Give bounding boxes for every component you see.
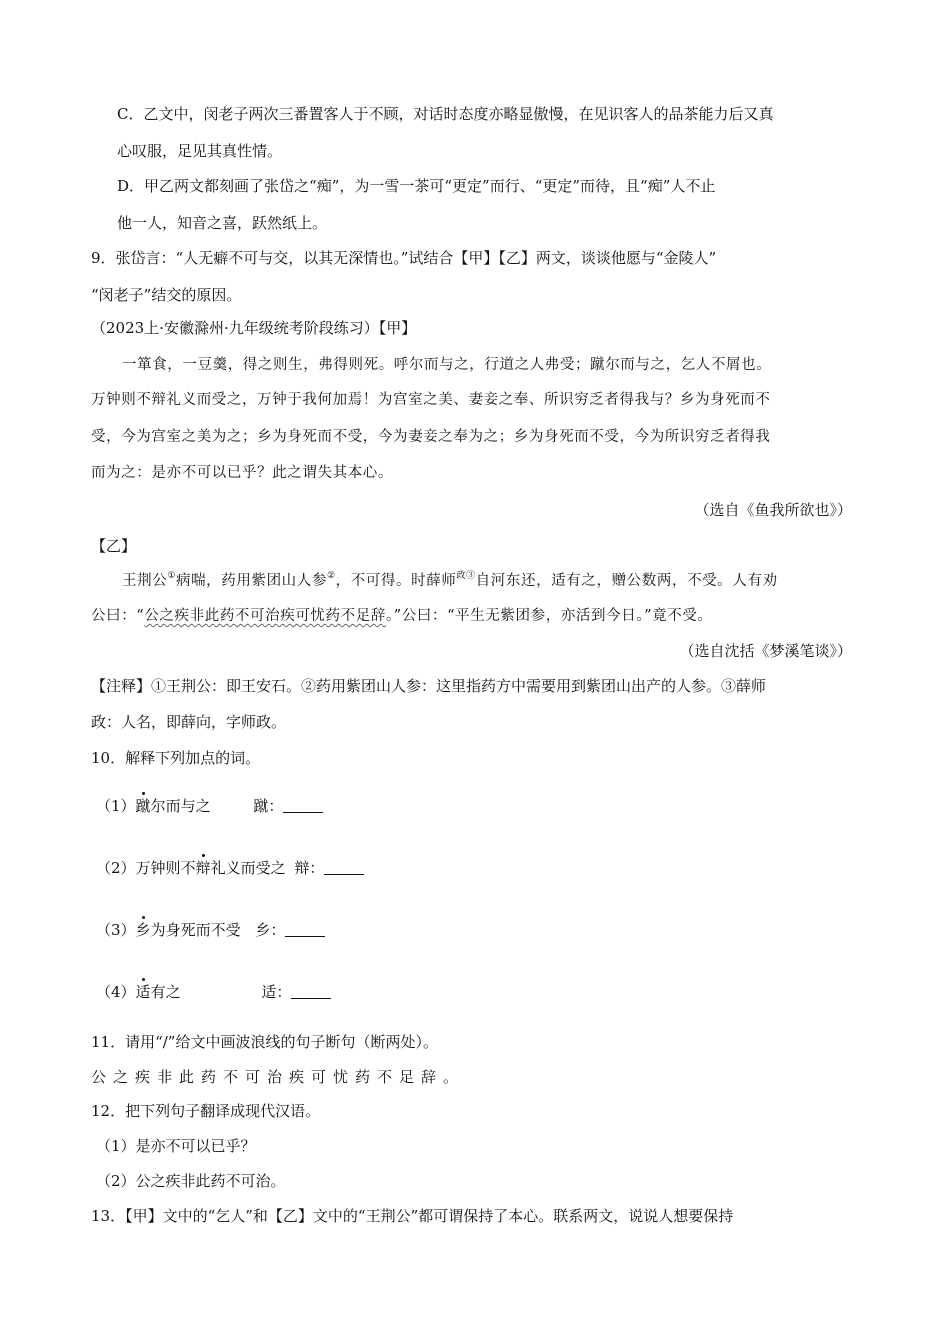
q11-sentence: 公之疾非此药不可治疾可忧药不足辞。 — [91, 1068, 466, 1086]
item-text: 尔而与之 — [150, 797, 211, 815]
q12-sentence-2: （2）公之疾非此药不可治。 — [96, 1172, 286, 1190]
q9-line2: “闵老子”结交的原因。 — [91, 286, 242, 304]
answer-label: 蹴： — [253, 797, 284, 815]
answer-label: 辩： — [294, 859, 325, 877]
passage-yi-text: 王荆公 — [122, 573, 168, 589]
item-number: （4） — [96, 983, 136, 1001]
notes-line2: 政：人名，即薛向，字师政。 — [91, 713, 287, 731]
q12-sentence-1: （1）是亦不可以已乎？ — [96, 1137, 256, 1155]
q10-item-1 — [96, 796, 323, 816]
answer-blank[interactable] — [324, 860, 364, 875]
answer-blank[interactable] — [285, 922, 325, 937]
note-marker-3: 政③ — [456, 571, 476, 581]
passage-jia-line2: 万钟则不辩礼义而受之，万钟于我何加焉！为宫室之美、妻妾之奉、所识穷乏者得我与？乡为身死而不 — [91, 392, 771, 408]
dotted-word: 辩 — [195, 859, 211, 877]
item-number: （1） — [96, 797, 136, 815]
wavy-underlined-sentence: 公之疾非此药不可治疾可忧药不足辞 — [144, 608, 386, 624]
passage-yi-text: 。”公曰：“平生无紫团参，亦活到今日。”竟不受。 — [385, 608, 713, 624]
item-number: （3） — [96, 921, 136, 939]
passage-yi-line1 — [122, 571, 778, 591]
q11-title: 11．请用“/”给文中画波浪线的句子断句（断两处）。 — [91, 1033, 438, 1051]
q8-option-d-line2: 他一人，知音之喜，跃然纸上。 — [117, 214, 328, 232]
answer-blank[interactable] — [283, 798, 323, 813]
answer-label: 适： — [261, 983, 292, 1001]
passage-yi-text: 公曰：“ — [91, 608, 145, 624]
q10-item-3 — [96, 920, 325, 940]
q8-option-d-line1: D．甲乙两文都刻画了张岱之“痴”，为一雪一茶可“更定”而行、“更定”而待，且“痴”人不止 — [117, 177, 716, 195]
dotted-word: 适 — [135, 983, 151, 1001]
answer-label: 乡： — [255, 921, 286, 939]
q13-line1: 13．【甲】文中的“乞人”和【乙】文中的“王荆公”都可谓保持了本心。联系两文，说说人想要保持 — [91, 1207, 734, 1225]
note-marker-2: ② — [326, 571, 336, 581]
passage-jia-source: （选自《鱼我所欲也》） — [694, 501, 852, 519]
q12-title: 12．把下列句子翻译成现代汉语。 — [91, 1102, 321, 1120]
passage-yi-text: ，不可得。时薛师 — [335, 573, 457, 589]
dotted-word: 乡 — [135, 921, 151, 939]
q10-item-2 — [96, 858, 364, 878]
passage-jia-line3: 受，今为宫室之美为之；乡为身死而不受，今为妻妾之奉为之；乡为身死而不受，今为所识穷乏者得我 — [91, 429, 771, 445]
note-marker-1: ① — [167, 571, 176, 581]
passage-yi-text: 病喘，药用紫团山人参 — [175, 573, 327, 589]
notes-line1: 【注释】①王荆公：即王安石。②药用紫团山人参：这里指药方中需要用到紫团山出产的人参。③薛师 — [91, 677, 767, 695]
item-text: 礼义而受之 — [210, 859, 286, 877]
item-number: （2）万钟则不 — [96, 859, 196, 877]
source-header: （2023上·安徽滁州·九年级统考阶段练习）【甲】 — [91, 319, 417, 337]
passage-yi-line2 — [91, 606, 713, 626]
answer-blank[interactable] — [291, 984, 331, 999]
item-text: 有之 — [150, 983, 181, 1001]
q8-option-c-line1: C．乙文中，闵老子两次三番置客人于不顾，对话时态度亦略显傲慢，在见识客人的品茶能力后又真 — [117, 105, 774, 123]
dotted-word: 蹴 — [135, 797, 151, 815]
q10-item-4 — [96, 982, 331, 1002]
yi-label: 【乙】 — [91, 537, 137, 555]
passage-yi-source: （选自沈括《梦溪笔谈》） — [679, 642, 852, 660]
passage-jia-line1: 一箪食，一豆羹，得之则生，弗得则死。呼尔而与之，行道之人弗受；蹴尔而与之，乞人不屑也。 — [122, 357, 772, 373]
q10-title: 10．解释下列加点的词。 — [91, 749, 261, 767]
passage-yi-text: 自河东还，适有之，赠公数两，不受。人有劝 — [475, 573, 778, 589]
q9-line1: 9．张岱言：“人无癖不可与交，以其无深情也。”试结合【甲】【乙】两文，谈谈他愿与“金陵人” — [91, 249, 717, 267]
q8-option-c-line2: 心叹服，足见其真性情。 — [117, 142, 283, 160]
item-text: 为身死而不受 — [150, 921, 241, 939]
passage-jia-line4: 而为之：是亦不可以已乎？此之谓失其本心。 — [91, 465, 393, 481]
